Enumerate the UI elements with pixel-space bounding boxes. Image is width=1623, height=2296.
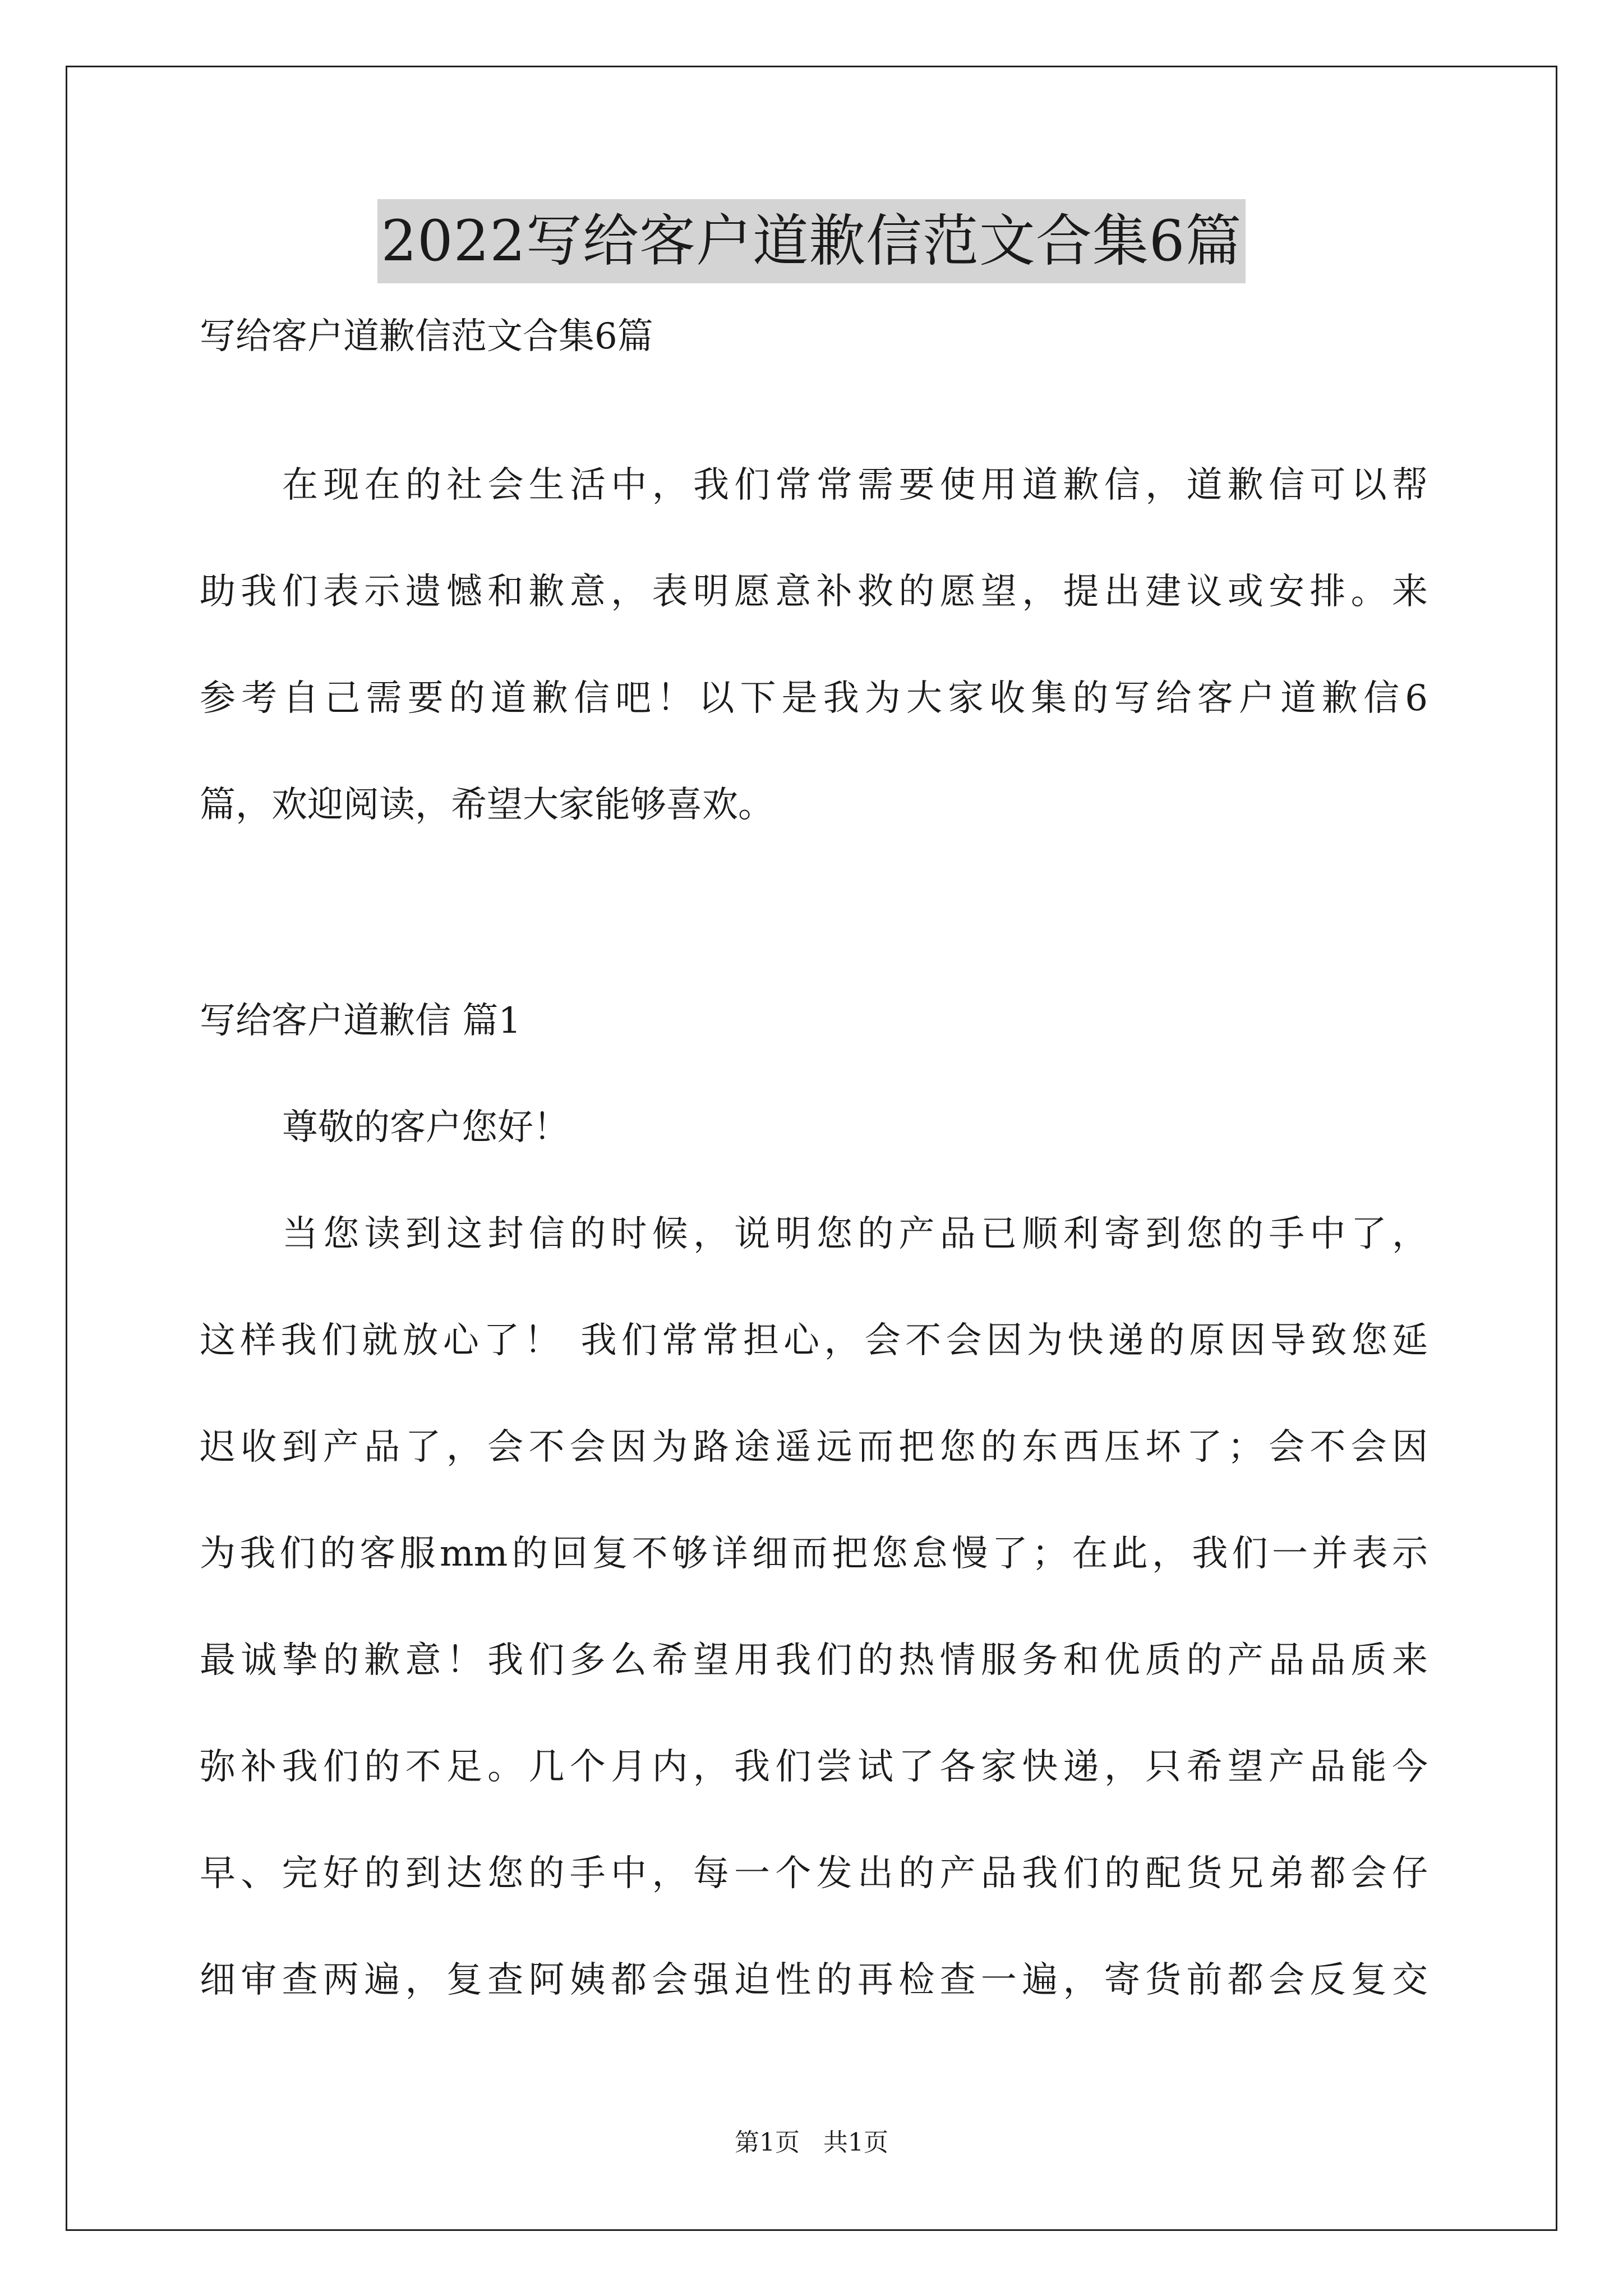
body-paragraph-line: 弥补我们的不足。几个月内，我们尝试了各家快递，只希望产品能今 [200,1746,1428,1788]
letter-greeting: 尊敬的客户您好！ [282,1107,569,1148]
section-heading: 写给客户道歉信 篇1 [200,1000,522,1042]
intro-paragraph-line: 参考自己需要的道歉信吧！以下是我为大家收集的写给客户道歉信6 [200,678,1428,719]
document-title: 2022写给客户道歉信范文合集6篇 [377,199,1245,283]
document-subtitle: 写给客户道歉信范文合集6篇 [200,316,653,357]
page-number-footer: 第1页 共1页 [735,2128,888,2157]
title-container [0,199,1623,283]
body-paragraph-line: 为我们的客服mm的回复不够详细而把您怠慢了；在此，我们一并表示 [200,1533,1428,1575]
body-paragraph-line: 早、完好的到达您的手中，每一个发出的产品我们的配货兄弟都会仔 [200,1853,1428,1894]
intro-paragraph-line: 助我们表示遗憾和歉意，表明愿意补救的愿望，提出建议或安排。来 [200,571,1428,613]
body-paragraph-line: 当您读到这封信的时候，说明您的产品已顺利寄到您的手中了， [282,1213,1428,1255]
intro-paragraph-line: 在现在的社会生活中，我们常常需要使用道歉信，道歉信可以帮 [282,464,1428,506]
body-paragraph-line: 细审查两遍，复查阿姨都会强迫性的再检查一遍，寄货前都会反复交 [200,1959,1428,2001]
body-paragraph-line: 这样我们就放心了！ 我们常常担心，会不会因为快递的原因导致您延 [200,1320,1428,1361]
body-paragraph-line: 最诚挚的歉意！我们多么希望用我们的热情服务和优质的产品品质来 [200,1640,1428,1681]
intro-paragraph-line: 篇，欢迎阅读，希望大家能够喜欢。 [200,784,774,826]
body-paragraph-line: 迟收到产品了，会不会因为路途遥远而把您的东西压坏了；会不会因 [200,1427,1428,1468]
